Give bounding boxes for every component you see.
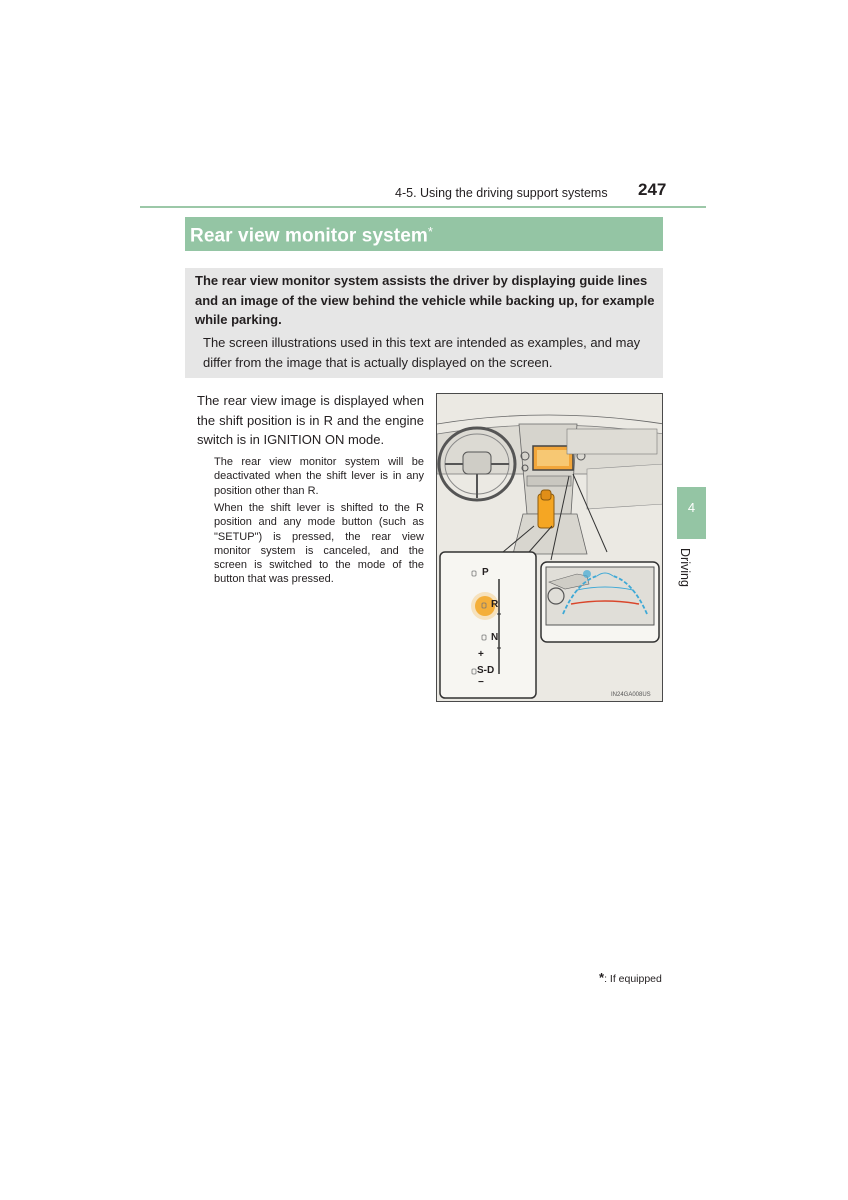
intro-summary: The rear view monitor system assists the driver by displaying guide lines and an image of the view behind the vehicle while backing up, for example while parking. [195,273,655,327]
shift-label-sd: S-D [477,665,495,676]
shift-label-minus: − [478,677,484,688]
dash-right-panel [567,429,657,454]
bullet-cancel: When the shift lever is shifted to the R position and any mode button (such as "SETUP") is pressed, the rear view monitor system is canceled, and the screen is switched to the mode of the button that was pressed. [214,502,424,586]
body-paragraph: The rear view image is displayed when the shift position is in R and the engine switch is in IGNITION ON mode. [197,393,424,447]
footnote-marker: * [599,970,605,985]
page-number: 247 [638,180,667,199]
bullet-deactivation: The rear view monitor system will be deactivated when the shift lever is in any position other than R. [214,456,424,497]
if-equipped-marker: * [427,224,434,239]
dashboard-drawing [437,394,663,702]
shift-label-plus: + [478,649,484,660]
section-header: 4-5. Using the driving support systems [395,186,608,200]
footnote [599,970,662,985]
illustration-code: IN24GA008US [611,692,651,698]
page-title [190,222,433,247]
shift-label-p: P [482,567,489,578]
page-title-text: Rear view monitor system [190,225,428,247]
shift-label-r: R [491,599,499,610]
shift-label-n: N [491,632,499,643]
intro-note: The screen illustrations used in this text are intended as examples, and may differ from the image that is actually displayed on the screen. [203,335,641,370]
footnote-text: : If equipped [604,973,662,985]
dashboard-illustration [436,393,663,702]
chapter-label: Driving [678,548,692,587]
chapter-number: 4 [687,500,696,515]
header-divider [140,206,706,208]
